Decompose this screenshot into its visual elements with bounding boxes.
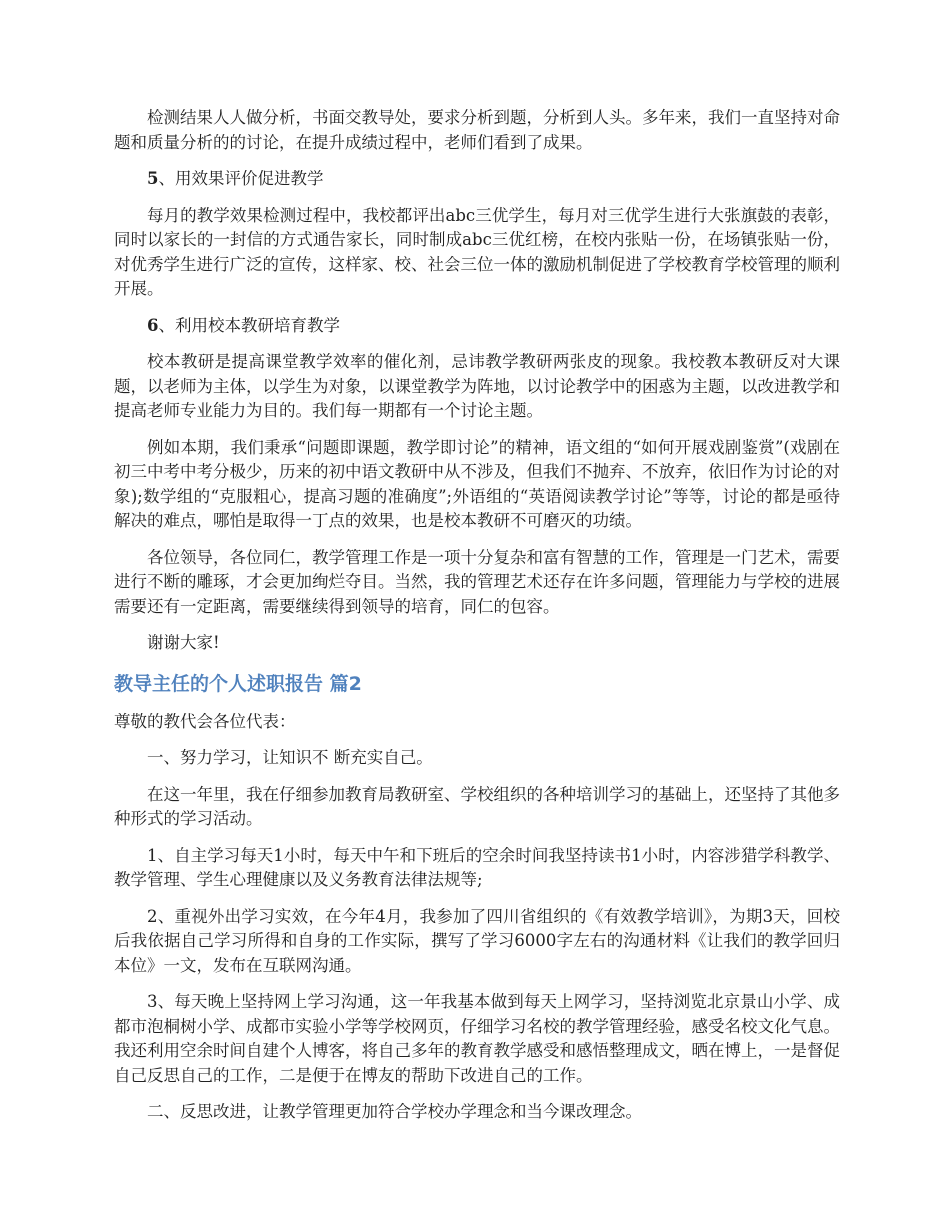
paragraph: 在这一年里，我在仔细参加教育局教研室、学校组织的各种培训学习的基础上，还坚持了其他多种形式的学习活动。 bbox=[114, 784, 840, 828]
paragraph: 例如本期，我们秉承“问题即课题，教学即讨论”的精神，语文组的“如何开展戏剧鉴赏”(戏剧在初三中考中考分极少，历来的初中语文教研中从不涉及，但我们不抛弃、不放弃，依旧作为讨论的对象);数学组的“克服粗心，提高习题的准确度”;外语组的“英语阅读教学讨论”等等，讨论的都是亟待解决的难点，哪怕是取得一丁点的效果，也是校本教研不可磨灭的功绩。 bbox=[114, 437, 840, 530]
document-page bbox=[114, 106, 840, 1137]
paragraph: 一、努力学习，让知识不 断充实自己。 bbox=[147, 748, 433, 767]
item-number: 5 bbox=[147, 169, 159, 188]
paragraph: 每月的教学效果检测过程中，我校都评出abc三优学生，每月对三优学生进行大张旗鼓的表彰，同时以家长的一封信的方式通告家长，同时制成abc三优红榜，在校内张贴一份，在场镇张贴一份，对优秀学生进行广泛的宣传，这样家、校、社会三位一体的激励机制促进了学校教育学校管理的顺利开展。 bbox=[114, 205, 840, 298]
paragraph: 3、每天晚上坚持网上学习沟通，这一年我基本做到每天上网学习，坚持浏览北京景山小学、成都市泡桐树小学、成都市实验小学等学校网页，仔细学习名校的教学管理经验，感受名校文化气息。我还利用空余时间自建个人博客，将自己多年的教育教学感受和感悟整理成文，晒在博上，一是督促自己反思自己的工作，二是便于在博友的帮助下改进自己的工作。 bbox=[114, 992, 840, 1085]
paragraph: 校本教研是提高课堂教学效率的催化剂，忌讳教学教研两张皮的现象。我校教本教研反对大课题，以老师为主体，以学生为对象，以课堂教学为阵地，以讨论教学中的困惑为主题，以改进教学和提高老师专业能力为目的。我们每一期都有一个讨论主题。 bbox=[114, 352, 840, 420]
paragraph: 谢谢大家! bbox=[147, 633, 220, 652]
paragraph: 1、自主学习每天1小时，每天中午和下班后的空余时间我坚持读书1小时，内容涉猎学科教学、教学管理、学生心理健康以及义务教育法律法规等; bbox=[114, 845, 840, 889]
paragraph: 二、反思改进，让教学管理更加符合学校办学理念和当今课改理念。 bbox=[147, 1102, 642, 1121]
list-item-5 bbox=[114, 167, 840, 192]
item-text: 、利用校本教研培育教学 bbox=[158, 315, 340, 335]
section-heading: 教导主任的个人述职报告 篇2 bbox=[114, 672, 362, 695]
paragraph: 2、重视外出学习实效，在今年4月，我参加了四川省组织的《有效教学培训》，为期3天，回校后我依据自己学习所得和自身的工作实际，撰写了学习6000字左右的沟通材料《让我们的教学回归本位》一文，发布在互联网沟通。 bbox=[114, 906, 840, 975]
salutation: 尊敬的教代会各位代表： bbox=[114, 711, 296, 731]
item-text: 、用效果评价促进教学 bbox=[158, 169, 324, 188]
list-item-6 bbox=[114, 314, 840, 339]
paragraph: 检测结果人人做分析，书面交教导处，要求分析到题，分析到人头。多年来，我们一直坚持对命题和质量分析的的讨论，在提升成绩过程中，老师们看到了成果。 bbox=[114, 108, 840, 152]
paragraph: 各位领导，各位同仁，教学管理工作是一项十分复杂和富有智慧的工作，管理是一门艺术，需要进行不断的雕琢，才会更加绚烂夺目。当然，我的管理艺术还存在许多问题，管理能力与学校的进展需要还有一定距离，需要继续得到领导的培育，同仁的包容。 bbox=[114, 547, 840, 616]
item-number: 6 bbox=[147, 315, 159, 335]
